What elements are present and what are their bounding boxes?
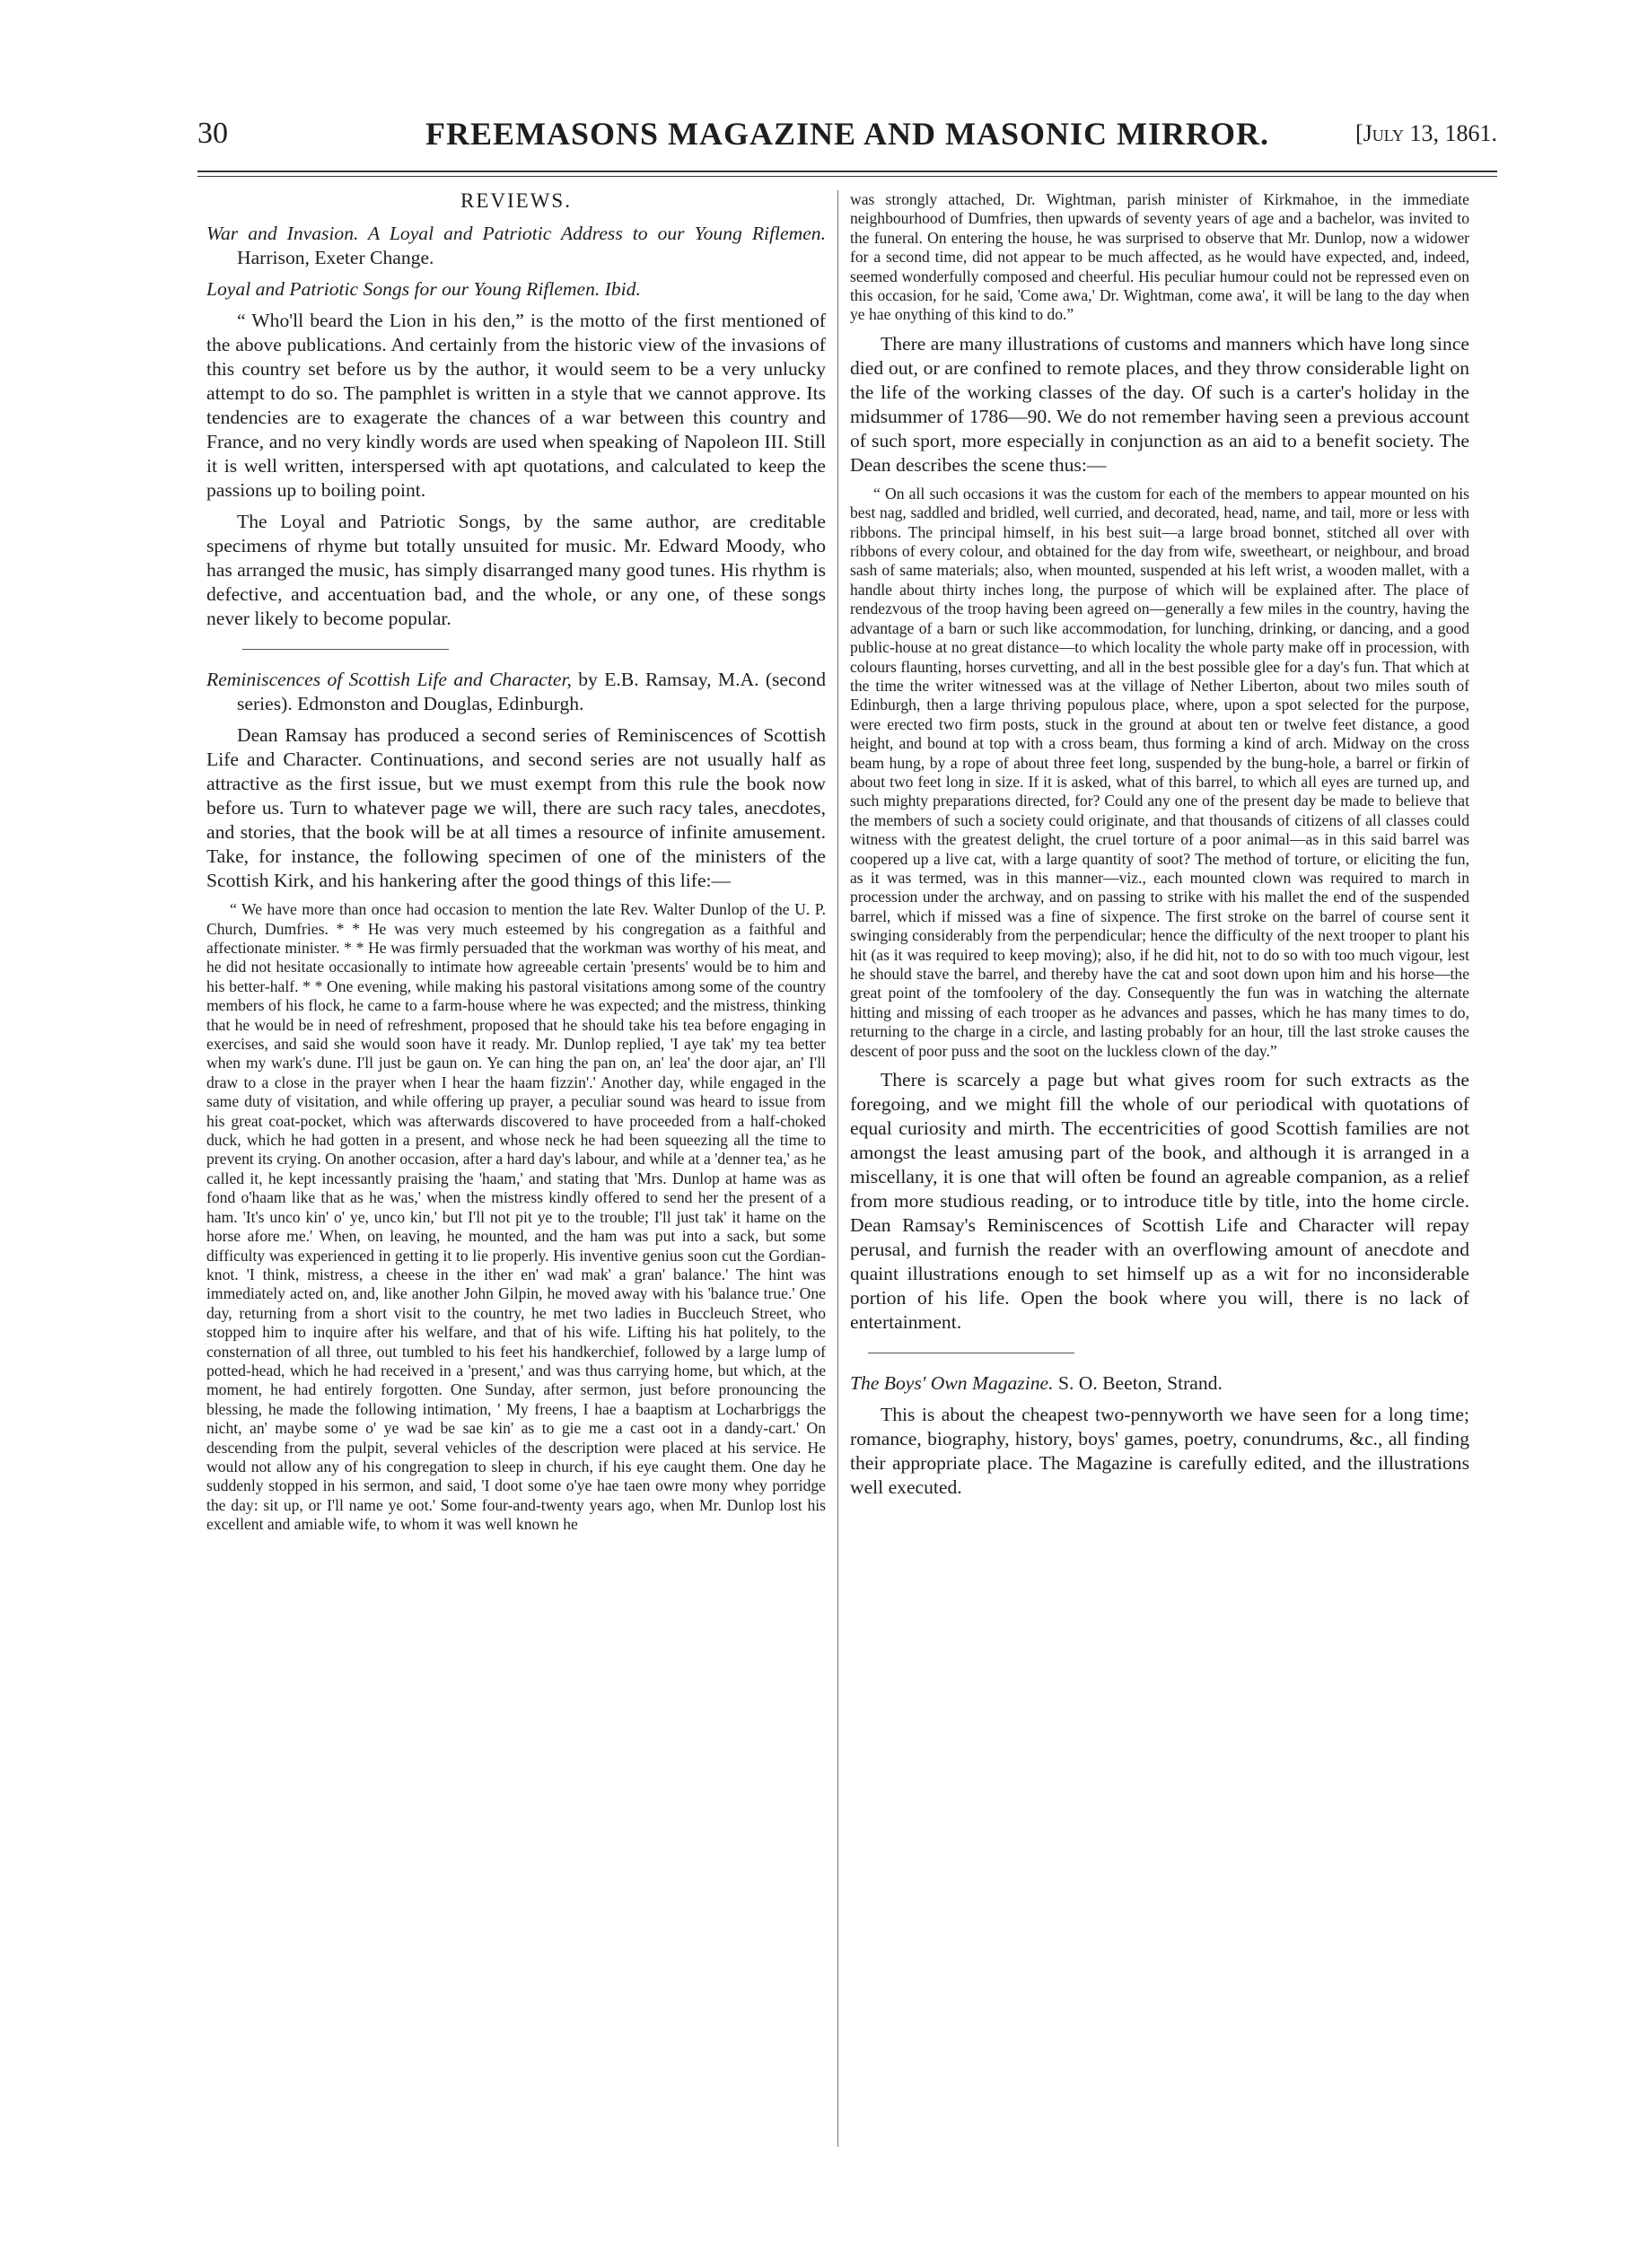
- paragraph: This is about the cheapest two-pennyworth we have seen for a long time; romance, biography, history, boys' games, poetry, conundrums, &c., all finding their appropriate place. The Magazine is carefully edited, and the illustrations well executed.: [850, 1404, 1469, 1499]
- review-citation: [850, 1371, 1469, 1396]
- column-divider: [837, 190, 838, 2147]
- separator-rule: [242, 649, 449, 650]
- citation-title: War and Invasion. A Loyal and Patriotic Address to our Young Riflemen.: [206, 223, 826, 245]
- page-number: 30: [197, 117, 228, 150]
- page-header: [197, 111, 1497, 162]
- paragraph: “ Who'll beard the Lion in his den,” is the motto of the first mentioned of the above publications. And certainly from the historic view of the invasions of this country set before us by the author, it would seem to be a very unlucky attempt to do so. The pamphlet is written in a style that we cannot approve. Its tendencies are to exagerate the chances of a war between this country and France, and no very kindly words are used when speaking of Napoleon III. Still it is well written, interspersed with apt quotations, and calculated to keep the passions up to boiling point.: [206, 310, 826, 502]
- citation-title: Reminiscences of Scottish Life and Character,: [206, 669, 572, 691]
- header-rule-thin: [197, 176, 1497, 177]
- masthead-title: FREEMASONS MAGAZINE AND MASONIC MIRROR.: [425, 116, 1270, 152]
- quotation: “ On all such occasions it was the custom for each of the members to appear mounted on his best nag, saddled and bridled, well curried, and decorated, head, name, and tail, more or less with ribbons. The principal himself, in his best suit—a large broad bonnet, stitched all over with ribbons of every colour, and obtained for the day from wife, sweetheart, or neighbour, and broad sash of same materials; also, when mounted, suspended at his left wrist, a wooden mallet, with a handle about thirty inches long, the purpose of which will be explained after. The place of rendezvous of the troop having been agreed on—generally a few miles in the country, having the advantage of a barn or such like accommodation, for lunching, drinking, or dancing, and a good public-house at no great distance—to which locality the whole party make off in procession, with colours flaunting, horses curvetting, and all in the best possible glee for a day's fun. That which at the time the writer witnessed was at the village of Nether Liberton, about two miles south of Edinburgh, then a large thriving populous place, where, upon a spot selected for the purpose, were erected two firm posts, stuck in the ground at about ten or twelve feet distance, a good height, and bound at top with a cross beam, thus forming a kind of arch. Midway on the cross beam hung, by a rope of about three feet long, suspended by the bung-hole, a barrel or firkin of about two feet long in size. If it is asked, what of this barrel, to which all eyes are turned up, and such mighty preparations directed, for? Could any one of the present day be made to believe that the members of such a society could originate, and that thousands of citizens of all classes could witness with the greatest delight, the cruel torture of a poor animal—as in this said barrel was coopered up a live cat, with a large quantity of soot? The method of torture, or eliciting the fun, as it was termed, was in this manner—viz., each mounted clown was required to march in procession under the archway, and on passing to strike with his mallet the end of the suspended barrel, which if missed was a fine of sixpence. The first stroke on the barrel of course sent it swinging considerably from the perpendicular; hence the difficulty of the next trooper to plant his hit (as it was required to keep moving); also, if he did hit, not to do so with too much vigour, lest he should stave the barrel, and thereby have the cat and soot down upon him and his horse—the great point of the tomfoolery of the day. Consequently the fun was in watching the alternate hitting and missing of each trooper as he advances and passes, which he has many times to do, returning to the charge in a circle, and lasting probably for an hour, till the last stroke causes the descent of poor puss and the soot on the luckless clown of the day.”: [850, 484, 1469, 1060]
- paragraph: Dean Ramsay has produced a second series of Reminiscences of Scottish Life and Character. Continuations, and second series are not usually half as attractive as the first issue, but we must exempt from this rule the book now before us. Turn to whatever page we will, there are such racy tales, anecdotes, and stories, that the book will be at all times a resource of infinite amusement. Take, for instance, the following specimen of one of the ministers of the Scottish Kirk, and his hankering after the good things of this life:—: [206, 724, 826, 892]
- citation-title: The Boys' Own Magazine.: [850, 1372, 1054, 1395]
- section-title: REVIEWS.: [460, 190, 572, 212]
- left-column: [206, 190, 826, 2165]
- paragraph: There is scarcely a page but what gives room for such extracts as the foregoing, and we might fill the whole of our periodical with quotations of equal curiosity and mirth. The eccentricities of good Scottish families are not amongst the least amusing part of the book, and although it is arranged in a miscellany, it is one that will often be found an agreable companion, as a relief from more studious reading, or to introduce title by title, into the home circle. Dean Ramsay's Reminiscences of Scottish Life and Character will repay perusal, and furnish the reader with an overflowing amount of anecdote and quaint illustrations enough to set himself up as a wit for no inconsiderable portion of his life. Open the book where you will, there is no lack of entertainment.: [850, 1069, 1469, 1334]
- paragraph: The Loyal and Patriotic Songs, by the same author, are creditable specimens of rhyme but totally unsuited for music. Mr. Edward Moody, who has arranged the music, has simply disarranged many good tunes. His rhythm is defective, and accentuation bad, and the whole, or any one, of these songs never likely to become popular.: [206, 511, 826, 630]
- review-citation: [206, 668, 826, 716]
- header-rule: [197, 171, 1497, 172]
- citation-publisher: by E.B. Ramsay, M.A. (second series). Edmonston and Douglas, Edinburgh.: [237, 669, 826, 715]
- right-column: [850, 190, 1469, 2165]
- review-citation: Loyal and Patriotic Songs for our Young Riflemen. Ibid.: [206, 278, 641, 301]
- quotation: “ We have more than once had occasion to mention the late Rev. Walter Dunlop of the U. P. Church, Dumfries. * * He was very much esteemed by his congregation as a faithful and affectionate minister. * * He was firmly persuaded that the workman was worthy of his meat, and he did not hesitate occasionally to intimate how agreeable certain 'presents' would be to him and his better-half. * * One evening, while making his pastoral visitations among some of the country members of his flock, he came to a farm-house where he was expected; and the mistress, thinking that he would be in need of refreshment, proposed that he should take his tea before engaging in exercises, and said she would soon have it ready. Mr. Dunlop replied, 'I aye tak' my tea better when my wark's dune. I'll just be gaun on. Ye can hing the pan on, an' lea' the door ajar, an' I'll draw to a close in the prayer when I hear the haam fizzin'.' Another day, while engaged in the same duty of visitation, and while offering up prayer, a peculiar sound was heard to issue from his great coat-pocket, which was afterwards discovered to have proceeded from a half-choked duck, which he had gotten in a present, and whose neck he had been squeezing all the time to prevent its crying. On another occasion, after a hard day's labour, and while at a 'denner tea,' as he called it, he kept incessantly praising the 'haam,' and stating that 'Mrs. Dunlop at hame was as fond o'haam like that as he was,' when the mistress kindly offered to send her the present of a ham. 'It's unco kin' o' ye, unco kin,' but I'll not pit ye to the trouble; I'll just tak' it hame on the horse afore me.' When, on leaving, he mounted, and the ham was put into a sack, but some difficulty was experienced in getting it to lie properly. His inventive genius soon cut the Gordian-knot. 'I think, mistress, a cheese in the ither en' wad mak' a gran' balance.' The hint was immediately acted on, and, like another John Gilpin, he moved away with his 'balance true.' One day, returning from a short visit to the country, he met two ladies in Buccleuch Street, who stopped him to inquire after his welfare, and that of his wife. Lifting his hat politely, to the consternation of all three, out tumbled to his feet his handkerchief, followed by a large lump of potted-head, which he had received in a 'present,' and was thus carrying home, but which, at the moment, he had entirely forgotten. One Sunday, after sermon, just before pronouncing the blessing, he made the following intimation, ' My freens, I hae a baaptism at Locharbriggs the nicht, an' maybe some o' ye wad be sae kin' as to gie me a cast oot in a dandy-cart.' On descending from the pulpit, several vehicles of the description were placed at his service. He would not allow any of his congregation to sleep in church, if his eye caught them. One day he suddenly stopped in his sermon, and said, 'I doot some o'ye hae taen owre mony whey porridge the day: sit up, or I'll name ye oot.' Some four-and-twenty years ago, when Mr. Dunlop lost his excellent and amiable wife, to whom it was well known he: [206, 900, 826, 1534]
- quotation-continued: was strongly attached, Dr. Wightman, parish minister of Kirkmahoe, in the immediate neighbourhood of Dumfries, then upwards of seventy years of age and a bachelor, was invited to the funeral. On entering the house, he was surprised to observe that Mr. Dunlop, now a widower for a second time, did not appear to be much affected, as he would have expected, and, indeed, seemed wonderfully composed and cheerful. His peculiar humour could not be repressed even on this occasion, for he said, 'Come awa,' Dr. Wightman, come awa', it will be lang to the day when ye hae onything of this kind to do.”: [850, 190, 1469, 324]
- citation-publisher: S. O. Beeton, Strand.: [1053, 1372, 1223, 1395]
- citation-publisher: Harrison, Exeter Change.: [237, 247, 434, 269]
- review-citation: [206, 222, 826, 270]
- issue-date: [July 13, 1861.: [1355, 120, 1497, 146]
- paragraph: There are many illustrations of customs and manners which have long since died out, or are confined to remote places, and they throw considerable light on the life of the working classes of the day. Of such is a carter's holiday in the midsummer of 1786—90. We do not remember having seen a previous account of such sport, more especially in conjunction as an aid to a benefit society. The Dean describes the scene thus:—: [850, 332, 1469, 476]
